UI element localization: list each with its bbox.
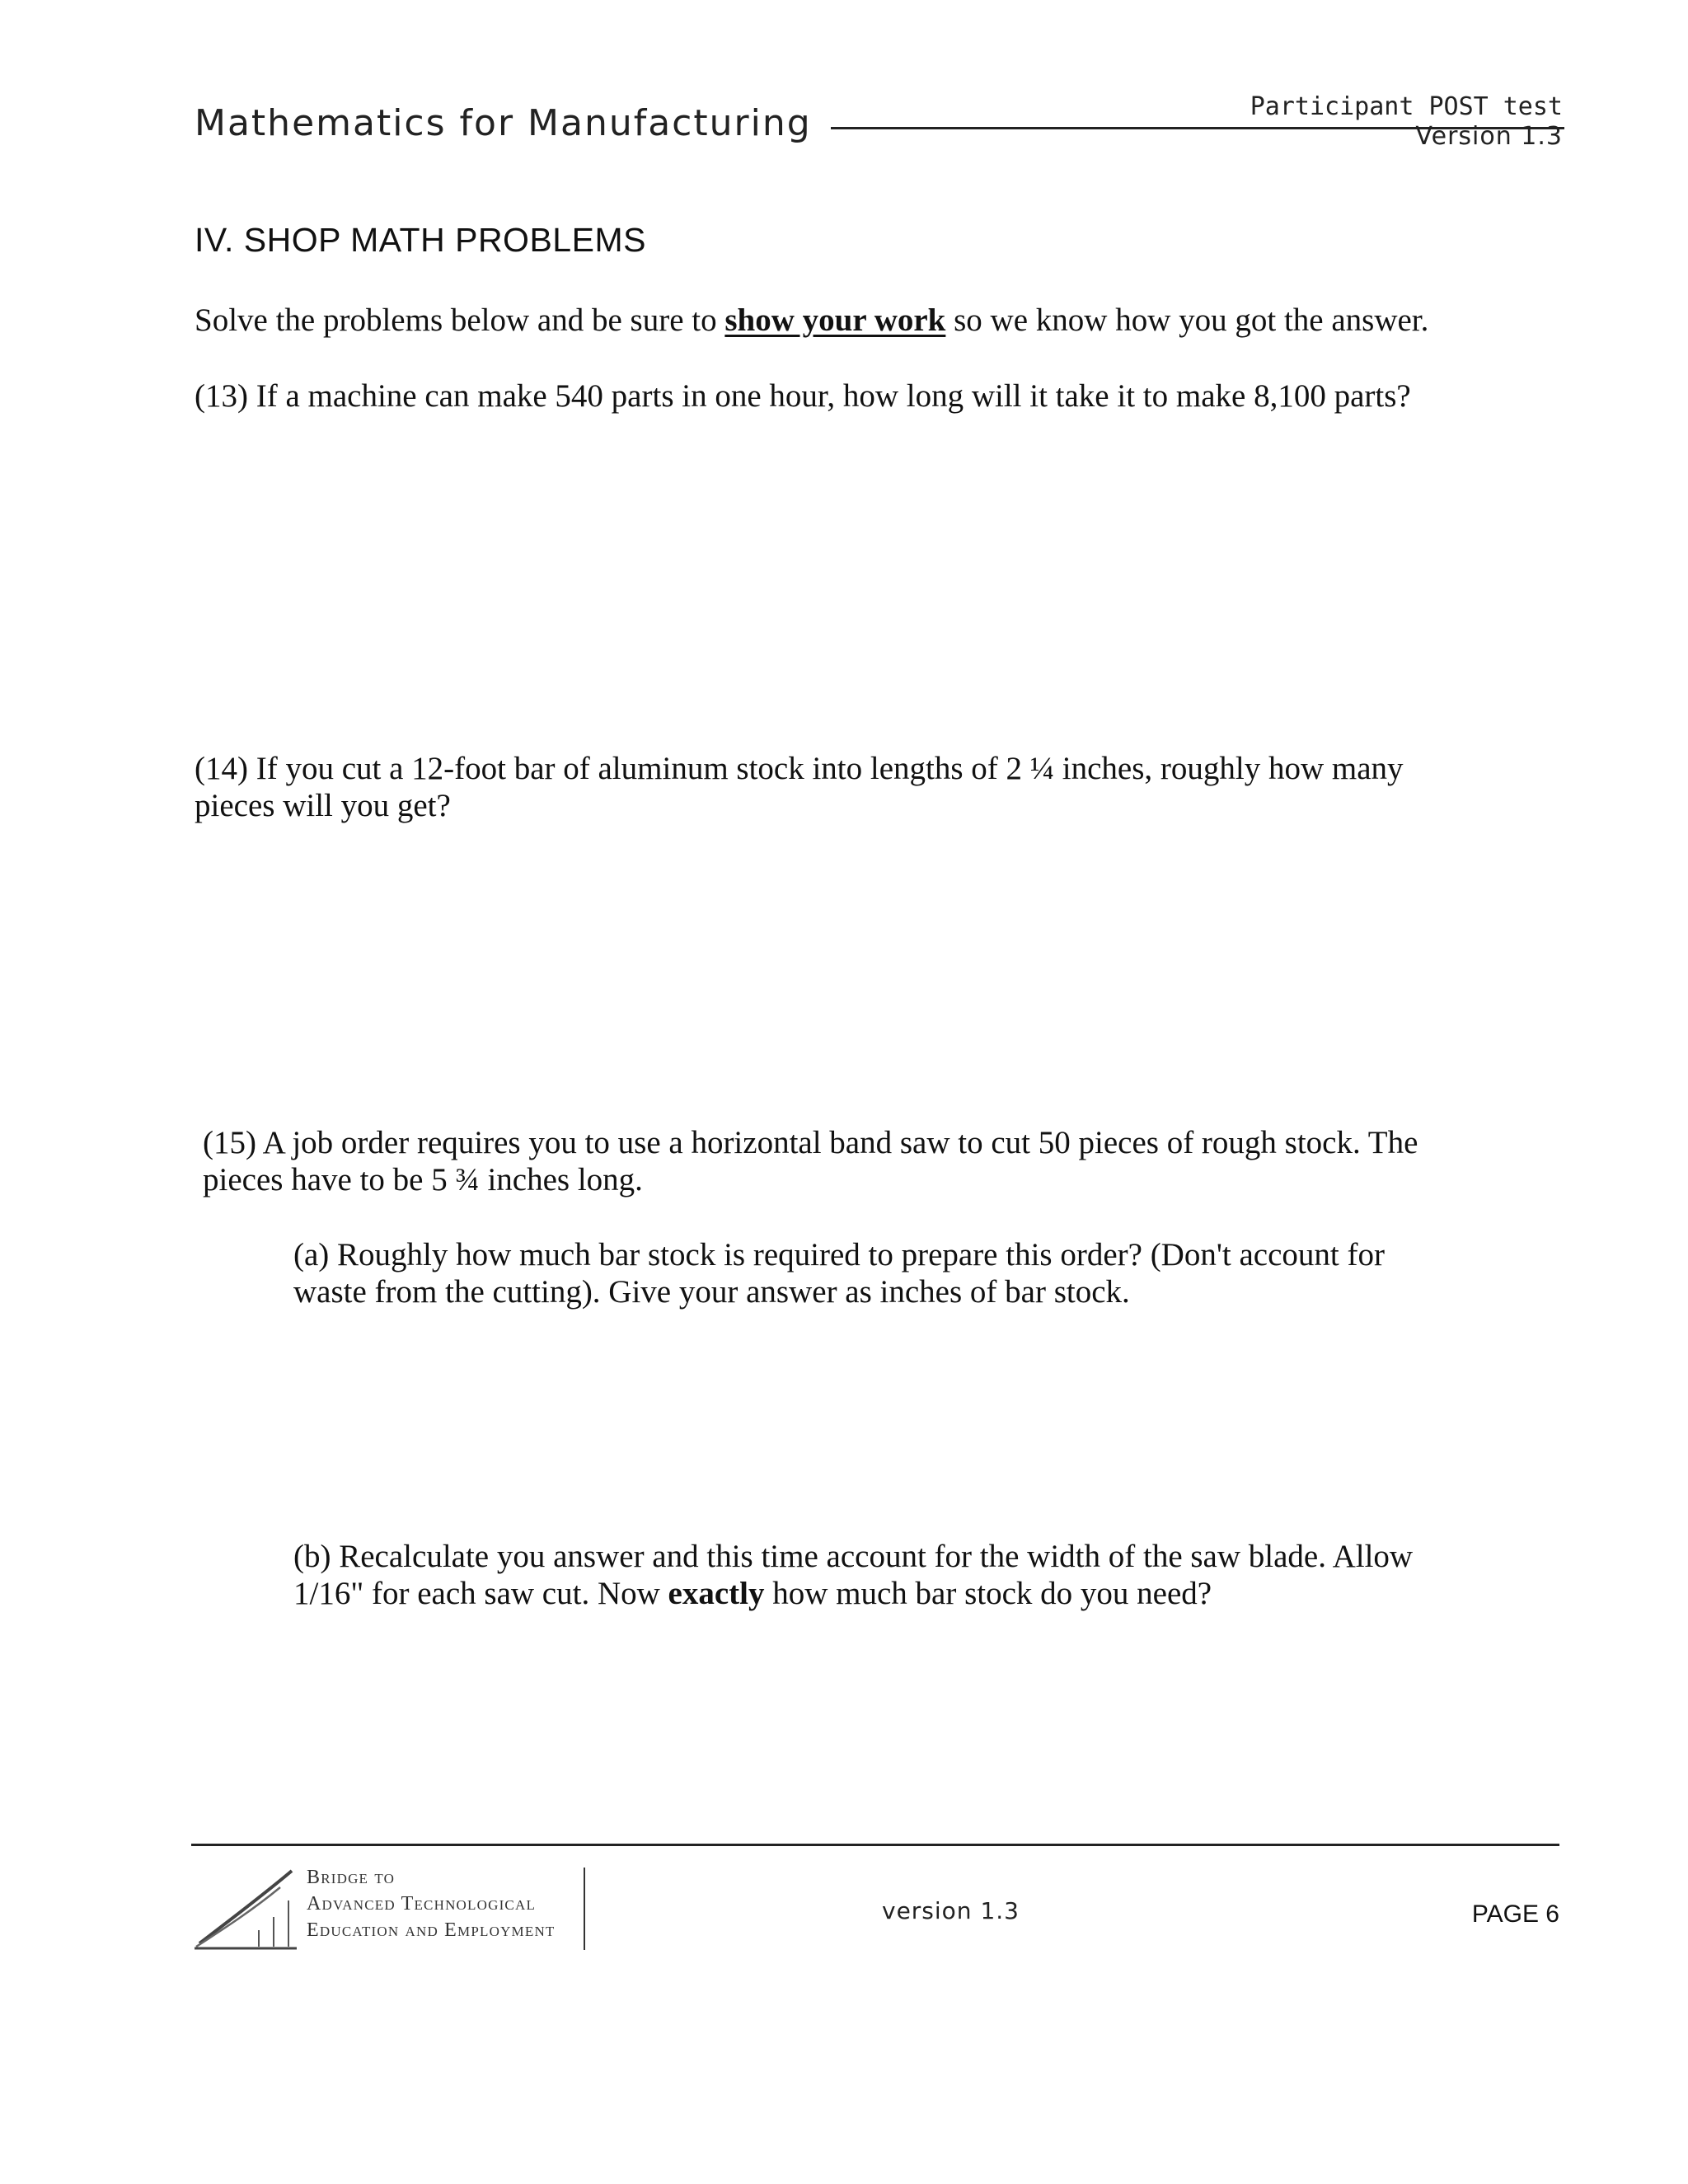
header-test-info <box>1250 92 1563 152</box>
instructions-emphasis: show your work <box>724 302 946 338</box>
footer-divider <box>191 1844 1559 1846</box>
logo-line-2: Advanced Technological <box>307 1893 537 1915</box>
question-15a: (a) Roughly how much bar stock is required to prepare this order? (Don't account for waste from the cutting). Give your answer as inches of bar stock. <box>293 1237 1385 1310</box>
question-15b-before: (b) Recalculate you answer and this time account for the width of the saw blade. Allow 1/16" for each saw cut. Now <box>293 1539 1414 1611</box>
logo-line-3: Education and Employment <box>307 1919 556 1941</box>
header-version: Version 1.3 <box>1415 122 1563 151</box>
test-label: Participant POST test <box>1250 92 1563 121</box>
bridge-logo <box>195 1864 590 1955</box>
instructions-before: Solve the problems below and be sure to <box>195 302 725 338</box>
footer-version: version 1.3 <box>882 1897 1020 1924</box>
question-15b-after: how much bar stock do you need? <box>764 1576 1212 1611</box>
question-15b <box>293 1538 1447 1612</box>
question-15: (15) A job order requires you to use a horizontal band saw to cut 50 pieces of rough stock. The pieces have to be 5 ¾ inches long. <box>203 1125 1418 1197</box>
question-14: (14) If you cut a 12-foot bar of aluminum stock into lengths of 2 ¼ inches, roughly how many pieces will you get? <box>195 751 1404 823</box>
logo-divider <box>584 1868 585 1950</box>
question-15b-bold: exactly <box>668 1576 765 1611</box>
logo-line-1: Bridge to <box>307 1867 396 1888</box>
page-number: PAGE 6 <box>1471 1900 1559 1928</box>
question-13: (13) If a machine can make 540 parts in one hour, how long will it take it to make 8,100 parts? <box>195 378 1411 414</box>
instructions <box>195 302 1428 339</box>
bridge-logo-icon <box>195 1864 302 1955</box>
instructions-after: so we know how you got the answer. <box>945 302 1429 338</box>
section-title: IV. SHOP MATH PROBLEMS <box>195 221 646 259</box>
header-title: Mathematics for Manufacturing <box>195 102 812 144</box>
logo-text <box>307 1864 556 1943</box>
